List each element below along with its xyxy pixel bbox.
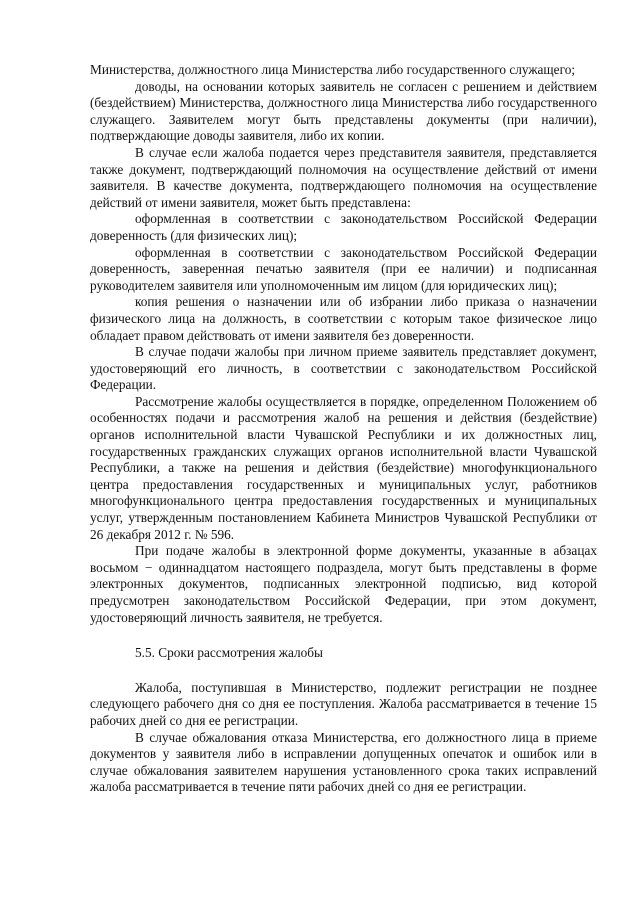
paragraph: оформленная в соответствии с законодательством Российской Федерации доверенность, заверенная печатью заявителя (при ее наличии) и подписанная руководителем заявителя или уполномоченным им лицом (для юридических лиц); — [90, 244, 597, 293]
paragraph: В случае подачи жалобы при личном приеме заявитель представляет документ, удостоверяющий его личность, в соответствии с законодательством Российской Федерации. — [90, 344, 597, 393]
section-heading: 5.5. Сроки рассмотрения жалобы — [135, 645, 323, 661]
paragraph: При подаче жалобы в электронной форме документы, указанные в абзацах восьмом − одиннадцатом настоящего подраздела, могут быть представлены в форме электронных документов, подписанных электронной подписью, вид которой предусмотрен законодательством Российской Федерации, при этом документ, удостоверяющий личность заявителя, не требуется. — [90, 543, 597, 625]
paragraph: копия решения о назначении или об избрании либо приказа о назначении физического лица на должность, в соответствии с которым такое физическое лицо обладает правом действовать от имени заявителя без доверенности. — [90, 294, 597, 343]
paragraph: Жалоба, поступившая в Министерство, подлежит регистрации не позднее следующего рабочего дня со дня ее поступления. Жалоба рассматривается в течение 15 рабочих дней со дня ее регистрации. — [90, 679, 597, 728]
paragraph: В случае обжалования отказа Министерства, его должностного лица в приеме документов у заявителя либо в исправлении допущенных опечаток и ошибок или в случае обжалования заявителем нарушения установленного срока таких исправлений жалоба рассматривается в течение пяти рабочих дней со дня ее регистрации. — [90, 729, 597, 795]
paragraph: оформленная в соответствии с законодательством Российской Федерации доверенность (для физических лиц); — [90, 211, 597, 243]
document-page — [90, 62, 597, 796]
paragraph: Рассмотрение жалобы осуществляется в порядке, определенном Положением об особенностях подачи и рассмотрения жалоб на решения и действия (бездействие) органов исполнительной власти Чувашской Республики и их должностных лиц, государственных гражданских служащих органов исполнительной власти Чувашской Республики, а также на решения и действия (бездействие) многофункционального центра предоставления государственных и муниципальных услуг, работников многофункционального центра предоставления государственных и муниципальных услуг, утвержденным постановлением Кабинета Министров Чувашской Республики от 26 декабря 2012 г. № 596. — [90, 393, 597, 542]
paragraph: В случае если жалоба подается через представителя заявителя, представляется также документ, подтверждающий полномочия на осуществление действий от имени заявителя. В качестве документа, подтверждающего полномочия на осуществление действий от имени заявителя, может быть представлена: — [90, 144, 597, 210]
paragraph: Министерства, должностного лица Министерства либо государственного служащего; — [90, 62, 576, 77]
paragraph: доводы, на основании которых заявитель не согласен с решением и действием (бездействием) Министерства, должностного лица Министерства либо государственного служащего. Заявителем могут быть представлены документы (при наличии), подтверждающие доводы заявителя, либо их копии. — [90, 78, 597, 144]
